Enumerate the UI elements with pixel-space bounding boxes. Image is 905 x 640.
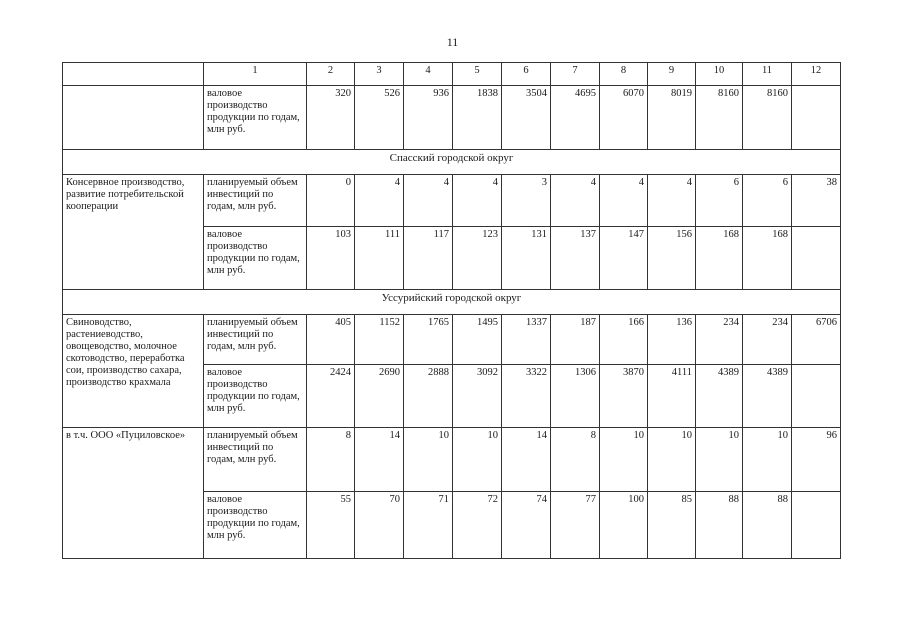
- table-row: [63, 86, 841, 150]
- row-name-cell: в т.ч. ООО «Пуциловское»: [63, 428, 204, 559]
- value-cell: 96: [792, 428, 841, 492]
- value-cell: 72: [453, 492, 502, 559]
- column-header: 5: [453, 63, 502, 86]
- value-cell: 1152: [355, 315, 404, 365]
- column-header-row: [63, 63, 841, 86]
- value-cell: 4389: [743, 365, 792, 428]
- value-cell: 3870: [600, 365, 648, 428]
- value-cell: 3092: [453, 365, 502, 428]
- value-cell: 936: [404, 86, 453, 150]
- column-header: 6: [502, 63, 551, 86]
- value-cell: 10: [743, 428, 792, 492]
- row-label: планируемый объем инвестиций по годам, млн руб.: [204, 428, 307, 492]
- value-cell: 14: [355, 428, 404, 492]
- value-cell: 1306: [551, 365, 600, 428]
- value-cell: 2424: [307, 365, 355, 428]
- row-name-cell: Консервное производство, развитие потребительской кооперации: [63, 175, 204, 290]
- value-cell: 4: [404, 175, 453, 227]
- value-cell: 100: [600, 492, 648, 559]
- value-cell: 2888: [404, 365, 453, 428]
- value-cell: 234: [696, 315, 743, 365]
- row-label: планируемый объем инвестиций по годам, млн руб.: [204, 175, 307, 227]
- value-cell: 8: [307, 428, 355, 492]
- column-header: 7: [551, 63, 600, 86]
- value-cell: 123: [453, 227, 502, 290]
- value-cell: 111: [355, 227, 404, 290]
- value-cell: 0: [307, 175, 355, 227]
- column-header: 1: [204, 63, 307, 86]
- value-cell: 14: [502, 428, 551, 492]
- value-cell: 6706: [792, 315, 841, 365]
- value-cell: 6070: [600, 86, 648, 150]
- column-header: 9: [648, 63, 696, 86]
- value-cell: 10: [648, 428, 696, 492]
- section-row: [63, 150, 841, 175]
- column-header: 8: [600, 63, 648, 86]
- value-cell: 74: [502, 492, 551, 559]
- value-cell: 85: [648, 492, 696, 559]
- value-cell: 147: [600, 227, 648, 290]
- row-label: валовое производство продукции по годам, млн руб.: [204, 86, 307, 150]
- table-row: [63, 175, 841, 227]
- row-label: валовое производство продукции по годам, млн руб.: [204, 492, 307, 559]
- value-cell: 71: [404, 492, 453, 559]
- value-cell: 234: [743, 315, 792, 365]
- value-cell: 4: [355, 175, 404, 227]
- value-cell: 4: [453, 175, 502, 227]
- value-cell: 187: [551, 315, 600, 365]
- section-title: Уссурийский городской округ: [63, 290, 841, 315]
- value-cell: 3: [502, 175, 551, 227]
- row-name-cell: [63, 86, 204, 150]
- value-cell: [792, 365, 841, 428]
- value-cell: 10: [453, 428, 502, 492]
- column-header: 12: [792, 63, 841, 86]
- row-label: валовое производство продукции по годам, млн руб.: [204, 227, 307, 290]
- value-cell: 405: [307, 315, 355, 365]
- value-cell: 320: [307, 86, 355, 150]
- row-label: валовое производство продукции по годам, млн руб.: [204, 365, 307, 428]
- value-cell: 137: [551, 227, 600, 290]
- page-number: 11: [446, 35, 459, 49]
- value-cell: 1765: [404, 315, 453, 365]
- value-cell: 131: [502, 227, 551, 290]
- value-cell: 77: [551, 492, 600, 559]
- value-cell: 4111: [648, 365, 696, 428]
- value-cell: 3322: [502, 365, 551, 428]
- value-cell: 166: [600, 315, 648, 365]
- value-cell: 8160: [743, 86, 792, 150]
- value-cell: 10: [600, 428, 648, 492]
- column-header: 2: [307, 63, 355, 86]
- value-cell: 70: [355, 492, 404, 559]
- value-cell: 4: [600, 175, 648, 227]
- table-row: [63, 315, 841, 365]
- row-name-cell: Свиноводство, растениеводство, овощеводство, молочное скотоводство, переработка сои, производство сахара, производство крахмала: [63, 315, 204, 428]
- value-cell: 6: [743, 175, 792, 227]
- column-header: 10: [696, 63, 743, 86]
- value-cell: 168: [743, 227, 792, 290]
- value-cell: 3504: [502, 86, 551, 150]
- value-cell: 1495: [453, 315, 502, 365]
- value-cell: 1337: [502, 315, 551, 365]
- value-cell: 88: [696, 492, 743, 559]
- value-cell: 168: [696, 227, 743, 290]
- value-cell: 2690: [355, 365, 404, 428]
- value-cell: 526: [355, 86, 404, 150]
- header-empty-cell: [63, 63, 204, 86]
- value-cell: 4695: [551, 86, 600, 150]
- column-header: 4: [404, 63, 453, 86]
- value-cell: 156: [648, 227, 696, 290]
- value-cell: 8019: [648, 86, 696, 150]
- investment-table: [62, 62, 841, 559]
- value-cell: 103: [307, 227, 355, 290]
- value-cell: 1838: [453, 86, 502, 150]
- value-cell: 4389: [696, 365, 743, 428]
- column-header: 11: [743, 63, 792, 86]
- value-cell: 8: [551, 428, 600, 492]
- value-cell: 88: [743, 492, 792, 559]
- value-cell: 6: [696, 175, 743, 227]
- value-cell: 4: [551, 175, 600, 227]
- value-cell: 38: [792, 175, 841, 227]
- row-label: планируемый объем инвестиций по годам, млн руб.: [204, 315, 307, 365]
- value-cell: [792, 492, 841, 559]
- value-cell: 10: [404, 428, 453, 492]
- column-header: 3: [355, 63, 404, 86]
- value-cell: 136: [648, 315, 696, 365]
- value-cell: [792, 86, 841, 150]
- value-cell: 4: [648, 175, 696, 227]
- value-cell: 8160: [696, 86, 743, 150]
- value-cell: 10: [696, 428, 743, 492]
- value-cell: 55: [307, 492, 355, 559]
- table-row: [63, 428, 841, 492]
- value-cell: 117: [404, 227, 453, 290]
- value-cell: [792, 227, 841, 290]
- section-title: Спасский городской округ: [63, 150, 841, 175]
- section-row: [63, 290, 841, 315]
